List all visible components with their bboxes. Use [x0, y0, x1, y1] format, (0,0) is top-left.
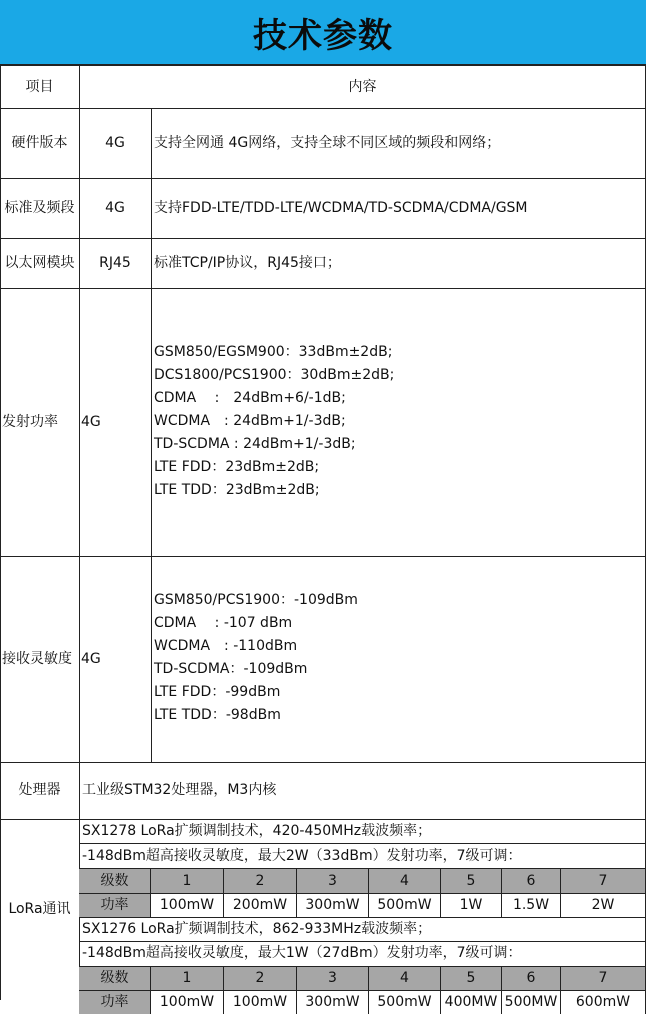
rx-sens-list — [154, 589, 644, 727]
power-cell: 100mW — [151, 990, 224, 1014]
row-tag-standard: 4G — [105, 199, 125, 216]
level-cell: 7 — [561, 868, 646, 893]
row-label-processor: 处理器 — [18, 782, 61, 798]
level-cell: 5 — [441, 868, 502, 893]
level-cell: 1 — [151, 966, 224, 990]
power-cell: 300mW — [297, 990, 369, 1014]
rx-sens-line: CDMA : -107 dBm — [154, 615, 293, 631]
power-cell: 1W — [441, 893, 502, 917]
row-tag-rx-sens: 4G — [81, 650, 101, 667]
level-cell: 3 — [297, 966, 369, 990]
tx-power-line: DCS1800/PCS1900：30dBm±2dB; — [154, 367, 395, 383]
rx-sens-line: LTE TDD：-98dBm — [154, 707, 281, 723]
power-cell: 500mW — [369, 893, 441, 917]
level-cell: 7 — [561, 966, 646, 990]
power-cell: 500MW — [502, 990, 561, 1014]
row-text-hardware: 支持全网通 4G网络，支持全球不同区域的频段和网络； — [154, 134, 501, 151]
rx-sens-line: TD-SCDMA：-109dBm — [154, 661, 308, 677]
level-header-cell: 级数 — [79, 966, 151, 990]
tx-power-line: TD-SCDMA : 24dBm+1/-3dB; — [154, 436, 356, 452]
title-bar — [0, 0, 646, 66]
level-cell: 6 — [502, 966, 561, 990]
level-cell: 1 — [151, 868, 224, 893]
tx-power-line: WCDMA : 24dBm+1/-3dB; — [154, 413, 346, 429]
rx-sens-line: WCDMA : -110dBm — [154, 638, 298, 654]
tx-power-line: LTE TDD：23dBm±2dB; — [154, 482, 320, 498]
lora-sx1276-line1: SX1276 LoRa扩频调制技术，862-933MHz载波频率； — [82, 921, 432, 937]
row-label-standard: 标准及频段 — [4, 199, 75, 216]
header-content: 内容 — [348, 78, 377, 95]
power-header-cell: 功率 — [79, 990, 151, 1014]
level-cell: 4 — [369, 966, 441, 990]
row-label-hardware: 硬件版本 — [11, 134, 68, 151]
row-label-tx-power: 发射功率 — [2, 413, 58, 430]
power-cell: 400MW — [441, 990, 502, 1014]
level-cell: 2 — [224, 868, 297, 893]
header-item: 项目 — [25, 78, 54, 95]
power-cell: 600mW — [561, 990, 646, 1014]
row-tag-tx-power: 4G — [81, 413, 101, 430]
level-cell: 6 — [502, 868, 561, 893]
tx-power-line: CDMA : 24dBm+6/-1dB; — [154, 390, 346, 406]
row-text-standard: 支持FDD-LTE/TDD-LTE/WCDMA/TD-SCDMA/CDMA/GSM — [154, 199, 528, 216]
row-tag-ethernet: RJ45 — [99, 254, 131, 271]
row-text-processor: 工业级STM32处理器，M3内核 — [82, 782, 277, 798]
row-text-ethernet: 标准TCP/IP协议，RJ45接口； — [154, 254, 341, 271]
power-cell: 100mW — [224, 990, 297, 1014]
level-cell: 3 — [297, 868, 369, 893]
power-header-cell: 功率 — [79, 893, 151, 917]
page-title: 技术参数 — [253, 15, 393, 56]
power-cell: 100mW — [151, 893, 224, 917]
tx-power-list — [154, 341, 644, 502]
power-cell: 1.5W — [502, 893, 561, 917]
level-cell: 2 — [224, 966, 297, 990]
lora-sx1278-line1: SX1278 LoRa扩频调制技术，420-450MHz载波频率； — [82, 823, 432, 839]
power-cell: 500mW — [369, 990, 441, 1014]
rx-sens-line: LTE FDD：-99dBm — [154, 684, 281, 700]
lora-sx1278-line2: -148dBm超高接收灵敏度，最大2W（33dBm）发射功率，7级可调： — [82, 848, 522, 864]
rx-sens-line: GSM850/PCS1900：-109dBm — [154, 592, 358, 608]
row-tag-hardware: 4G — [105, 134, 125, 151]
lora-sx1276-line2: -148dBm超高接收灵敏度，最大1W（27dBm）发射功率，7级可调： — [82, 945, 522, 961]
row-label-rx-sens: 接收灵敏度 — [2, 650, 72, 667]
power-cell: 300mW — [297, 893, 369, 917]
power-cell: 200mW — [224, 893, 297, 917]
level-header-cell: 级数 — [79, 868, 151, 893]
tx-power-line: GSM850/EGSM900：33dBm±2dB; — [154, 344, 393, 360]
tx-power-line: LTE FDD：23dBm±2dB; — [154, 459, 320, 475]
power-cell: 2W — [561, 893, 646, 917]
row-label-ethernet: 以太网模块 — [4, 254, 75, 271]
row-label-lora: LoRa通讯 — [8, 901, 71, 917]
level-cell: 4 — [369, 868, 441, 893]
level-cell: 5 — [441, 966, 502, 990]
